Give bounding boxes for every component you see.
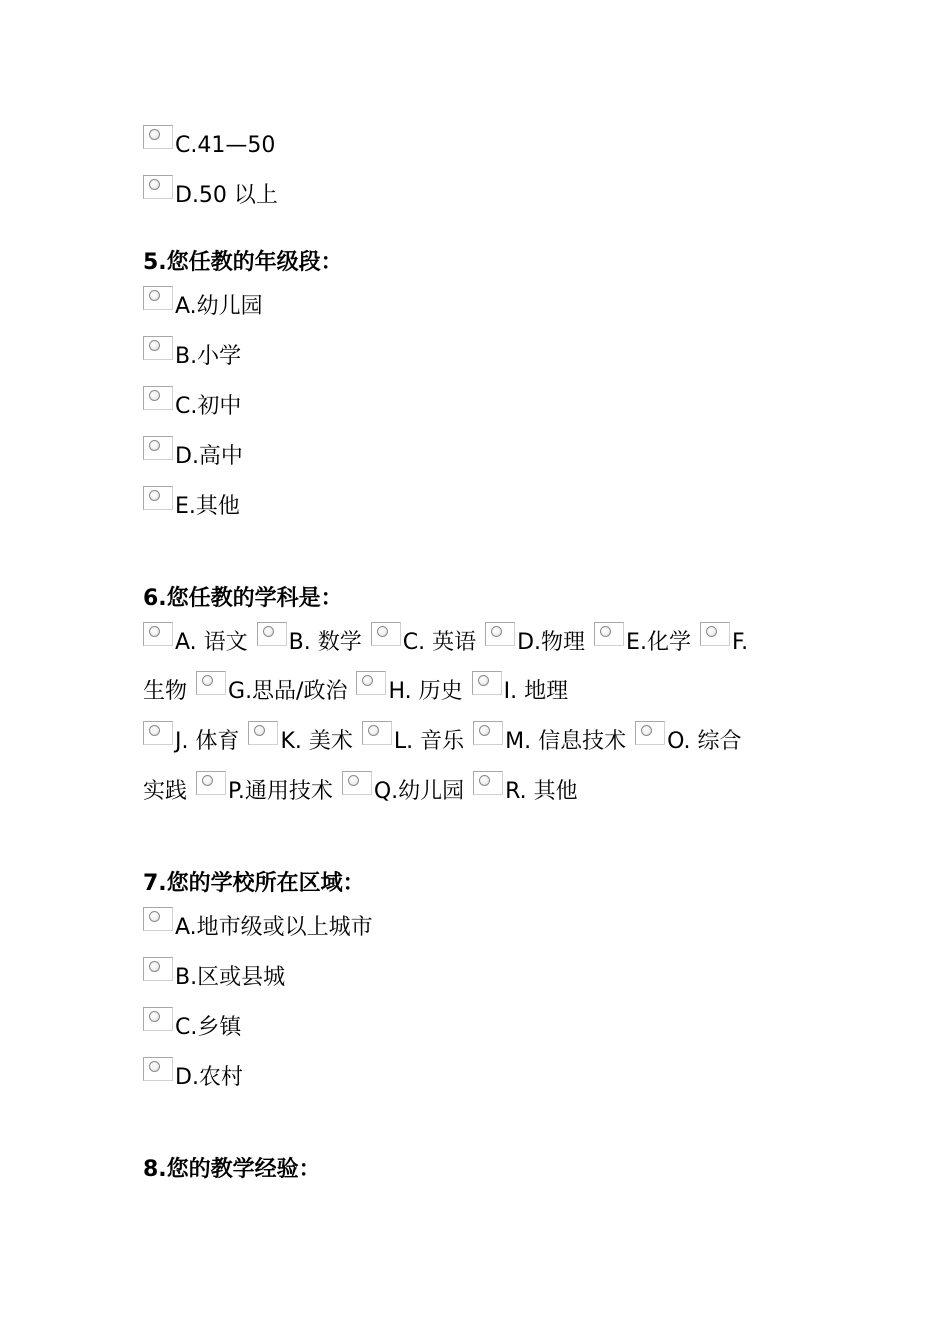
option-label: A. 语文 — [175, 630, 248, 655]
q6-option-h[interactable] — [356, 677, 462, 707]
q6-row-4 — [143, 777, 578, 807]
option-label: L. 音乐 — [393, 729, 465, 754]
q7-title: 7.您的学校所在区域： — [143, 871, 365, 896]
radio-button[interactable] — [362, 721, 392, 745]
q7-option-d[interactable] — [143, 1063, 243, 1093]
q6-option-f[interactable] — [700, 628, 748, 658]
option-label: C.41—50 — [175, 133, 276, 158]
radio-button[interactable] — [143, 436, 173, 460]
q6-row-2 — [143, 677, 568, 707]
q6-option-j[interactable] — [143, 727, 239, 757]
q6-option-i[interactable] — [472, 677, 568, 707]
q5-option-c[interactable] — [143, 392, 241, 422]
radio-button[interactable] — [143, 622, 173, 646]
q5-option-d[interactable] — [143, 442, 243, 472]
q6-option-r[interactable] — [473, 777, 578, 807]
q6-option-o-continued: 实践 — [143, 779, 188, 804]
option-label: B.区或县城 — [175, 965, 286, 990]
option-label: A.地市级或以上城市 — [175, 915, 373, 940]
radio-button[interactable] — [257, 622, 287, 646]
radio-button[interactable] — [143, 386, 173, 410]
option-label: E.其他 — [175, 494, 240, 519]
option-label: I. 地理 — [503, 679, 569, 704]
radio-button[interactable] — [248, 721, 278, 745]
radio-button[interactable] — [196, 671, 226, 695]
q6-option-b[interactable] — [257, 628, 362, 658]
q6-option-k[interactable] — [248, 727, 352, 757]
option-label: A.幼儿园 — [175, 294, 263, 319]
option-label: B. 数学 — [288, 630, 362, 655]
option-label: K. 美术 — [280, 729, 353, 754]
radio-button[interactable] — [485, 622, 515, 646]
q5-option-e[interactable] — [143, 492, 240, 522]
option-label: D.高中 — [175, 444, 243, 469]
option-label: O. 综合 — [667, 729, 742, 754]
q6-title: 6.您任教的学科是： — [143, 586, 343, 611]
option-label: D.50 以上 — [175, 183, 278, 208]
q4-option-d[interactable] — [143, 181, 278, 211]
radio-button[interactable] — [143, 175, 173, 199]
q6-option-g[interactable] — [196, 677, 347, 707]
q5-title: 5.您任教的年级段： — [143, 250, 343, 275]
q6-row-3 — [143, 727, 742, 757]
q7-option-b[interactable] — [143, 963, 285, 993]
radio-button[interactable] — [143, 907, 173, 931]
option-label: E.化学 — [626, 630, 691, 655]
q6-row-1 — [143, 628, 748, 658]
option-label: G.思品/政治 — [228, 679, 348, 704]
option-label: Q.幼儿园 — [373, 779, 465, 804]
option-label: D.物理 — [517, 630, 586, 655]
radio-button[interactable] — [143, 336, 173, 360]
radio-button[interactable] — [635, 721, 665, 745]
radio-button[interactable] — [473, 721, 503, 745]
q6-option-e[interactable] — [594, 628, 691, 658]
q4-option-c[interactable] — [143, 131, 275, 161]
radio-button[interactable] — [371, 622, 401, 646]
q6-option-p[interactable] — [196, 777, 333, 807]
q6-option-f-continued: 生物 — [143, 679, 188, 704]
option-label: C.乡镇 — [175, 1015, 242, 1040]
q6-option-d[interactable] — [485, 628, 585, 658]
radio-button[interactable] — [143, 486, 173, 510]
radio-button[interactable] — [196, 771, 226, 795]
option-label: B.小学 — [175, 344, 242, 369]
option-label: P.通用技术 — [228, 779, 333, 804]
option-label: D.农村 — [175, 1065, 243, 1090]
radio-button[interactable] — [473, 771, 503, 795]
option-label: J. 体育 — [175, 729, 240, 754]
q5-option-b[interactable] — [143, 342, 241, 372]
q6-option-l[interactable] — [362, 727, 464, 757]
radio-button[interactable] — [143, 1007, 173, 1031]
option-label: F. — [731, 630, 749, 655]
radio-button[interactable] — [143, 286, 173, 310]
radio-button[interactable] — [700, 622, 730, 646]
q5-option-a[interactable] — [143, 292, 263, 322]
q6-option-a[interactable] — [143, 628, 248, 658]
option-label: R. 其他 — [505, 779, 578, 804]
radio-button[interactable] — [342, 771, 372, 795]
option-label: C. 英语 — [402, 630, 477, 655]
radio-button[interactable] — [143, 125, 173, 149]
q8-title: 8.您的教学经验： — [143, 1157, 321, 1182]
radio-button[interactable] — [472, 671, 502, 695]
q6-option-o[interactable] — [635, 727, 741, 757]
q6-option-q[interactable] — [342, 777, 464, 807]
q7-option-c[interactable] — [143, 1013, 241, 1043]
radio-button[interactable] — [143, 957, 173, 981]
radio-button[interactable] — [143, 721, 173, 745]
option-label: M. 信息技术 — [505, 729, 627, 754]
option-label: C.初中 — [175, 394, 242, 419]
radio-button[interactable] — [594, 622, 624, 646]
q6-option-c[interactable] — [371, 628, 476, 658]
radio-button[interactable] — [143, 1057, 173, 1081]
radio-button[interactable] — [356, 671, 386, 695]
option-label: H. 历史 — [388, 679, 463, 704]
q6-option-m[interactable] — [473, 727, 626, 757]
q7-option-a[interactable] — [143, 913, 373, 943]
